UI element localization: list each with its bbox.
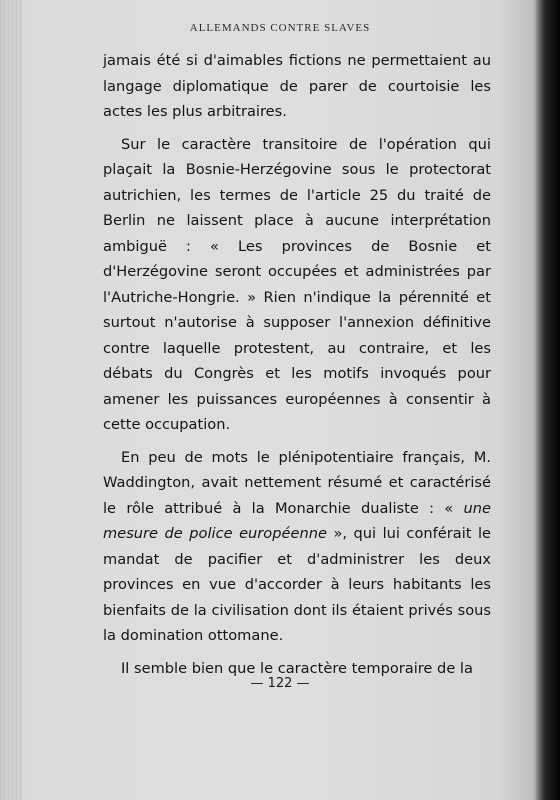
running-head: ALLEMANDS CONTRE SLAVES: [189, 22, 371, 34]
paragraph-2: Sur le caractère transitoire de l'opération qui plaçait la Bosnie-Herzégovine sous le protectorat autrichien, les termes de l'article 25 du traité de Berlin ne laissent place à aucune interprétation ambiguë : « Les provinces de Bosnie et d'Herzégovine seront occupées et administrées par l'Autriche-Hongrie. » Rien n'indique la pérennité et surtout n'autorise à supposer l'annexion définitive contre laquelle protestent, au contraire, et les débats du Congrès et les motifs invoqués pour amener les puissances européennes à consentir à cette occupation.: [103, 135, 491, 433]
paragraph-3-quote-italic: une mesure de police européenne: [103, 499, 491, 542]
paragraph-3-text-before: En peu de mots le plénipotentiaire français, M. Waddington, avait nettement résumé et caractérisé le rôle attribué à la Monarchie dualiste : «: [103, 448, 491, 517]
paragraph-3-text-after: », qui lui conférait le mandat de pacifier et d'administrer les deux provinces en vue d'accorder à leurs habitants les bienfaits de la civilisation dont ils étaient privés sous la domination ottomane.: [103, 525, 492, 644]
body-text: [103, 48, 491, 688]
paragraph-1: jamais été si d'aimables fictions ne permettaient au langage diplomatique de parer de courtoisie les actes les plus arbitraires.: [103, 52, 491, 120]
page-number: — 122 —: [250, 676, 310, 691]
binding-shadow: [532, 0, 560, 800]
paragraph-3: [103, 445, 491, 649]
paragraph-4: Il semble bien que le caractère temporaire de la: [121, 659, 473, 677]
